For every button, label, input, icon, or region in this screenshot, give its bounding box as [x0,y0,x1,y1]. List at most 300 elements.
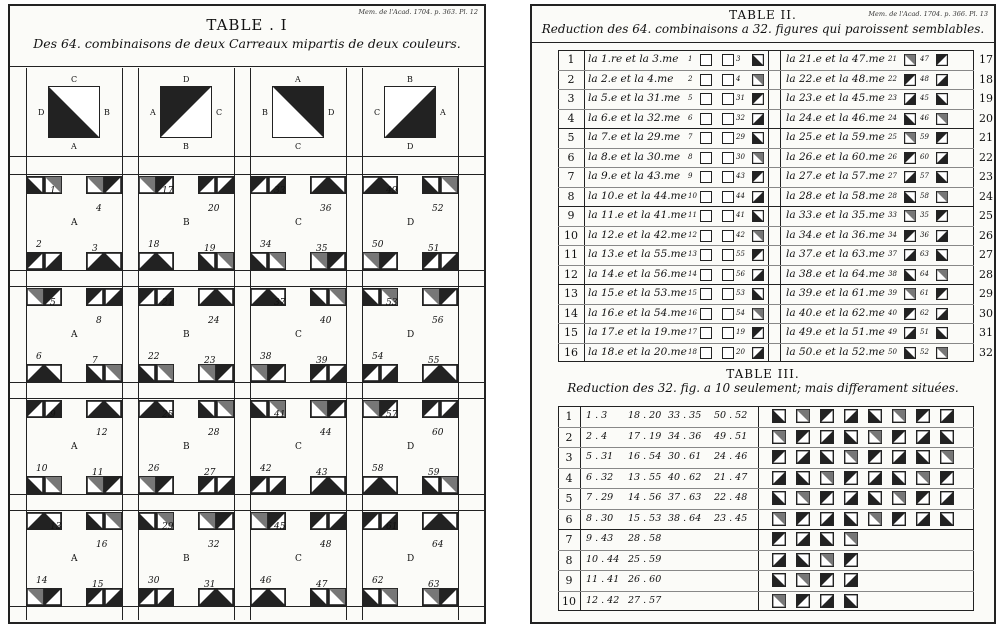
figure-pair: 11 . 41 [586,574,620,585]
figure-pair: 30 . 61 [668,451,702,462]
row-number: 8 [567,189,575,203]
half-tile-icon [904,249,916,261]
combination-number: 30 [148,576,160,586]
row-rule [558,509,974,510]
figure-pair: 8 . 30 [586,512,614,524]
half-tile-icon [273,87,323,137]
row-rule [558,323,974,324]
half-tile-icon [936,171,948,183]
half-tile-icon [310,588,328,606]
half-tile-icon [820,594,834,608]
combination-number: 57 [386,410,398,420]
pair-description: la 28.e et la 58.me [786,189,885,202]
table-two-subtitle: Reduction des 64. combinaisons a 32. figures qui paroissent semblables. [541,22,985,36]
column-letter: D [407,330,415,340]
half-tile-icon [86,364,104,382]
half-tile-icon [362,288,380,306]
pair-description: la 22.e et la 48.me [786,72,885,85]
half-tile-icon [216,176,234,194]
half-tile-icon [44,588,62,606]
figure-tile [700,308,712,320]
half-tile-icon [216,476,234,494]
half-tile-icon [44,476,62,494]
combination-number: 55 [428,356,440,366]
half-tile-icon [268,364,286,382]
figure-number: 50 [888,347,897,356]
figure-number: 8 [688,152,693,161]
half-tile-icon [362,512,380,530]
half-tile-icon [310,476,328,494]
pair-description: la 34.e et la 36.me [786,228,885,241]
pair-description: la 27.e et la 57.me [786,170,885,182]
half-tile-icon [328,364,346,382]
half-tile-icon [892,450,906,464]
figure-number: 11 [688,211,697,219]
combination-number: 48 [320,540,332,550]
half-tile-icon [104,176,122,194]
half-tile-icon [362,588,380,606]
half-tile-icon [772,573,786,587]
row-rule [10,398,486,399]
figure-tile [700,269,712,281]
pair-description: la 12.e et la 42.me [588,228,687,241]
figure-number: 1 [688,55,693,63]
half-tile-icon [772,491,786,505]
combination-number: 21 [162,298,174,308]
figure-pair: 12 . 42 [586,594,620,606]
combination-number: 49 [386,186,398,196]
half-tile-icon [138,476,156,494]
half-tile-icon [198,400,216,418]
figure-number: 64 [920,269,929,278]
half-tile-icon [868,512,882,526]
half-tile-icon [936,327,948,339]
combination-number: 42 [260,464,272,474]
figure-number: 60 [920,152,929,161]
half-tile-icon [104,400,122,418]
row-rule [558,89,974,90]
half-tile-icon [772,594,786,608]
half-tile-icon [844,553,858,567]
figure-pair: 2 . 4 [586,430,608,442]
figure-tile [700,327,712,339]
combination-number: 24 [208,316,220,326]
figure-tile [700,347,712,359]
combination-number: 22 [148,352,160,362]
combination-number: 6 [36,352,42,362]
figure-number: 35 [920,211,929,219]
table-one-title: TABLE . I [206,16,288,34]
figure-number: 56 [736,269,745,278]
figure-number: 9 [688,172,693,180]
half-tile-icon [44,364,62,382]
half-tile-icon [216,288,234,306]
combination-number: 12 [96,428,108,438]
title-rule [10,66,484,67]
half-tile-icon [936,347,948,359]
figure-pair: 25 . 59 [628,553,662,565]
pair-description: la 9.e et la 43.me [588,170,681,182]
header-label-bottom: A [71,142,77,151]
row-number: 11 [564,248,578,261]
combination-number: 63 [428,580,440,590]
half-tile-icon [328,176,346,194]
combination-number: 1 [50,186,56,196]
half-tile-icon [440,476,458,494]
pair-description: la 7.e et la 29.me [588,131,681,143]
half-tile-icon [796,430,810,444]
half-tile-icon [936,54,948,66]
column-letter: A [71,442,78,452]
half-tile-icon [844,573,858,587]
half-tile-icon [844,512,858,526]
row-rule [558,265,974,266]
header-square [384,86,436,138]
figure-number: 7 [688,133,693,141]
half-tile-icon [328,288,346,306]
half-tile-icon [104,512,122,530]
half-tile-icon [772,450,786,464]
header-square [48,86,100,138]
half-tile-icon [422,476,440,494]
half-tile-icon [362,476,380,494]
half-tile-icon [44,252,62,270]
pair-description: la 17.e et la 19.me [588,326,687,338]
half-tile-icon [198,288,216,306]
figure-number: 34 [888,230,897,239]
combination-number: 7 [92,356,98,366]
row-rule [558,570,974,571]
combination-number: 41 [274,410,286,420]
half-tile-icon [936,288,948,300]
half-tile-icon [936,132,948,144]
column-border-left [138,68,139,620]
half-tile-icon [892,430,906,444]
row-number: 10 [564,228,578,242]
half-tile-icon [904,152,916,164]
row-number: 4 [567,111,575,125]
half-tile-icon [752,308,764,320]
half-tile-icon [440,400,458,418]
half-tile-icon [936,269,948,281]
combination-number: 37 [274,298,286,308]
half-tile-icon [138,252,156,270]
figure-number: 57 [920,172,929,180]
row-group-rule [558,206,974,207]
half-tile-icon [752,230,764,242]
column-letter: C [295,330,302,340]
figure-pair: 26 . 60 [628,574,662,585]
half-tile-icon [868,409,882,423]
half-tile-icon [216,588,234,606]
figure-number: 26 [888,152,897,161]
column-letter: A [71,218,78,228]
figure-number: 18 [688,347,697,356]
half-tile-icon [440,364,458,382]
half-tile-icon [904,171,916,183]
pair-description: la 23.e et la 45.me [786,92,885,104]
figure-pair: 37 . 63 [668,492,702,503]
pair-description: la 24.e et la 46.me [786,111,885,124]
figure-tile [700,288,712,300]
half-tile-icon [820,512,834,526]
row-rule [558,167,974,168]
half-tile-icon [752,113,764,125]
half-tile-icon [422,588,440,606]
half-tile-icon [772,512,786,526]
row-rule [558,447,974,448]
figure-pair: 9 . 43 [586,533,614,544]
figure-number: 27 [888,172,897,180]
row-rule [558,427,974,428]
row-number: 1 [565,410,573,423]
table-three-subtitle: Reduction des 32. fig. a 10 seulement; mais differament situées. [567,381,959,395]
figure-number: 45 [920,94,929,102]
row-rule [558,109,974,110]
half-tile-icon [250,588,268,606]
pair-description: la 8.e et la 30.me [588,150,681,163]
figure-pair: 17 . 19 [628,430,662,442]
half-tile-icon [268,252,286,270]
combination-number: 36 [320,204,332,214]
pair-description: la 11.e et la 41.me [588,209,687,221]
pair-description: la 38.e et la 64.me [786,267,885,280]
figure-pair: 33 . 35 [668,410,702,421]
header-label-bottom: C [295,142,302,151]
column-letter: D [407,218,415,228]
half-tile-icon [916,491,930,505]
combination-number: 25 [162,410,174,420]
half-tile-icon [796,532,810,546]
figure-number: 49 [888,328,897,336]
row-number: 20 [979,111,993,125]
combination-number: 51 [428,244,440,254]
figure-number: 33 [888,211,897,219]
half-tile-icon [820,409,834,423]
half-tile-icon [940,512,954,526]
combination-number: 53 [386,298,398,308]
table-two-title: TABLE II. [729,8,797,22]
row-number: 4 [565,471,573,485]
pair-description: la 14.e et la 56.me [588,267,687,280]
combination-number: 64 [432,540,444,550]
pair-description: la 25.e et la 59.me [786,131,885,143]
figure-number: 63 [920,250,929,258]
memo-reference: Mem. de l'Acad. 1704. p. 366. Pl. 13 [868,10,988,18]
pair-description: la 33.e et la 35.me [786,209,885,221]
half-tile-icon [250,252,268,270]
row-number: 10 [562,594,576,608]
figure-number: 59 [920,133,929,141]
row-number: 3 [567,92,575,105]
half-tile-icon [772,409,786,423]
half-tile-icon [772,553,786,567]
row-rule [10,286,486,287]
figure-pair: 10 . 44 [586,553,620,565]
row-number: 7 [565,533,573,546]
column-letter: B [183,218,190,228]
half-tile-icon [868,450,882,464]
half-tile-icon [310,364,328,382]
half-tile-icon [422,512,440,530]
half-tile-icon [380,252,398,270]
row-rule [10,174,486,175]
header-label-left: A [150,108,156,117]
figure-tile [722,132,734,144]
figure-number: 15 [688,289,697,297]
row-number: 2 [565,430,573,444]
figure-tile [722,347,734,359]
figure-number: 37 [888,250,897,258]
row-number: 27 [979,248,993,261]
half-tile-icon [796,594,810,608]
half-tile-icon [752,74,764,86]
row-number: 8 [565,553,573,567]
figure-number: 42 [736,230,745,239]
half-tile-icon [422,252,440,270]
header-label-left: C [374,108,381,117]
half-tile-icon [752,288,764,300]
half-tile-icon [380,588,398,606]
figure-number: 52 [920,347,929,356]
combination-number: 58 [372,464,384,474]
row-rule [558,488,974,489]
row-rule [10,382,486,383]
half-tile-icon [362,364,380,382]
half-tile-icon [916,409,930,423]
figure-number: 32 [736,113,745,122]
figure-pair: 15 . 53 [628,512,662,524]
half-tile-icon [916,471,930,485]
half-tile-icon [216,512,234,530]
header-label-right: A [440,108,446,117]
half-tile-icon [796,450,810,464]
figure-number: 36 [920,230,929,239]
row-rule [558,343,974,344]
figure-tile [722,210,734,222]
half-tile-icon [138,400,156,418]
half-tile-icon [904,74,916,86]
combination-number: 60 [432,428,444,438]
header-square [272,86,324,138]
combination-number: 26 [148,464,160,474]
column-border-left [250,68,251,620]
half-tile-icon [440,588,458,606]
column-letter: B [183,442,190,452]
row-rule [10,606,486,607]
half-tile-icon [772,532,786,546]
half-tile-icon [86,288,104,306]
figure-number: 23 [888,94,897,102]
half-tile-icon [844,471,858,485]
combination-number: 31 [204,580,216,590]
figure-number: 43 [736,172,745,180]
combination-number: 33 [274,186,286,196]
figure-number: 10 [688,191,697,200]
half-tile-icon [940,430,954,444]
pair-description: la 1.re et la 3.me [588,53,679,65]
half-tile-icon [86,252,104,270]
half-tile-icon [752,249,764,261]
pair-description: la 10.e et la 44.me [588,189,687,202]
combination-number: 9 [50,410,56,420]
row-number: 9 [567,209,575,222]
half-tile-icon [440,252,458,270]
half-tile-icon [796,471,810,485]
row-number: 32 [979,345,993,359]
figure-tile [722,113,734,125]
half-tile-icon [440,512,458,530]
half-tile-icon [772,430,786,444]
half-tile-icon [26,512,44,530]
figure-tile [700,210,712,222]
figure-number: 47 [920,55,929,63]
header-label-left: B [262,108,268,117]
row-number: 19 [979,92,993,105]
half-tile-icon [820,430,834,444]
column-letter: A [71,330,78,340]
figure-number: 61 [920,289,929,297]
pair-description: la 50.e et la 52.me [786,345,885,358]
figure-pair: 34 . 36 [668,430,702,442]
half-tile-icon [904,308,916,320]
combination-number: 46 [260,576,272,586]
half-tile-icon [892,409,906,423]
figure-tile [722,152,734,164]
half-tile-icon [892,512,906,526]
half-tile-icon [936,152,948,164]
row-number: 3 [565,451,573,464]
half-tile-icon [86,176,104,194]
row-number: 1 [567,53,575,66]
figure-pair: 22 . 48 [714,492,748,503]
half-tile-icon [916,512,930,526]
half-tile-icon [310,512,328,530]
half-tile-icon [156,252,174,270]
half-tile-icon [328,400,346,418]
combination-number: 8 [96,316,102,326]
combination-number: 38 [260,352,272,362]
half-tile-icon [752,269,764,281]
figure-number: 13 [688,250,697,258]
figure-number: 48 [920,74,929,83]
figure-number: 39 [888,289,897,297]
half-tile-icon [752,327,764,339]
row-rule [10,156,486,157]
pair-description: la 5.e et la 31.me [588,92,681,104]
half-tile-icon [844,430,858,444]
header-label-top: A [295,75,301,84]
combination-number: 54 [372,352,384,362]
combination-number: 13 [50,522,62,532]
row-number: 25 [979,209,993,222]
pair-description: la 15.e et la 53.me [588,287,687,299]
half-tile-icon [268,476,286,494]
half-tile-icon [752,152,764,164]
row-number: 15 [564,326,578,339]
half-tile-icon [198,512,216,530]
combination-number: 28 [208,428,220,438]
row-number: 16 [564,345,578,359]
combination-number: 4 [96,204,102,214]
column-letter: C [295,442,302,452]
half-tile-icon [752,93,764,105]
half-tile-icon [250,512,268,530]
header-label-right: C [216,108,223,117]
plate-table-one [8,4,486,624]
half-tile-icon [752,132,764,144]
half-tile-icon [904,132,916,144]
